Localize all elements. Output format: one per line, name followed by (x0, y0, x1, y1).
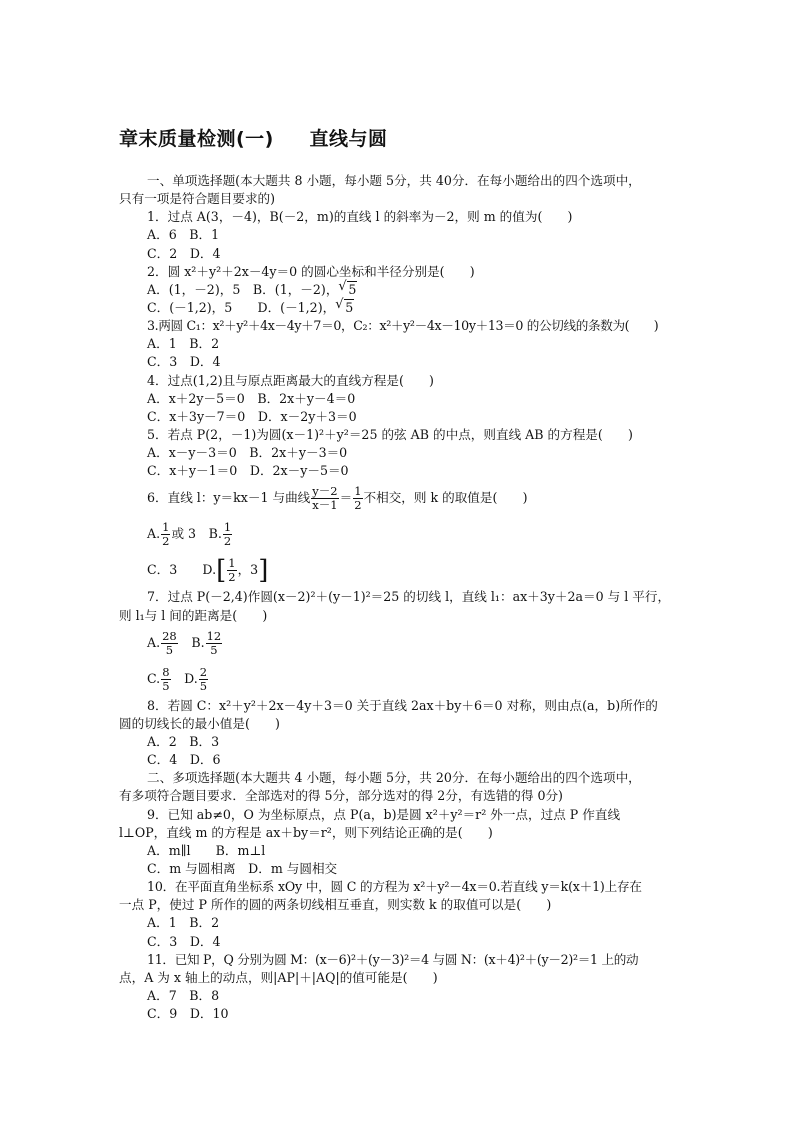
question-3-options-cd: C．3 D．4 (147, 354, 221, 370)
numerator: 8 (162, 664, 170, 679)
question-9-options-ab: A．m∥l B．m⊥l (147, 842, 266, 858)
question-1-stem: 1．过点 A(3，－4)，B(－2，m)的直线 l 的斜率为－2，则 m 的值为( ) (147, 209, 573, 225)
question-1-options-cd: C．2 D．4 (147, 245, 221, 261)
sqrt-symbol: √ 5 (335, 296, 354, 315)
question-2-stem: 2．圆 x²＋y²＋2x－4y＝0 的圆心坐标和半径分别是( ) (147, 263, 475, 279)
question-4-options-cd: C．x＋3y－7＝0 D．x－2y＋3＝0 (147, 408, 357, 424)
question-9-stem-cont: l⊥OP，直线 m 的方程是 ax＋by＝r²，则下列结论正确的是( ) (119, 824, 493, 840)
question-11-stem: 11．已知 P，Q 分别为圆 M：(x－6)²＋(y－3)²＝4 与圆 N：(x＋4)²＋(y－2)²＝1 上的动 (147, 951, 639, 967)
fraction (199, 666, 208, 693)
option-cd-text: C．3 D. (147, 562, 217, 578)
question-10-stem: 10．在平面直角坐标系 xOy 中，圆 C 的方程为 x²＋y²－4x＝0.若直线 y＝k(x＋1)上存在 (147, 879, 642, 895)
page-title: 章末质量检测(一) 直线与圆 (119, 128, 388, 150)
radicand: 5 (345, 299, 354, 315)
question-10-options-cd: C．3 D．4 (147, 933, 221, 949)
question-7-stem-cont: 则 l₁与 l 间的距离是( ) (119, 607, 268, 623)
question-9-options-cd: C．m 与圆相离 D．m 与圆相交 (147, 860, 338, 876)
option-a-label: A. (147, 634, 161, 650)
denominator: 2 (162, 534, 170, 549)
fraction (206, 630, 223, 657)
question-8-options-ab: A．2 B．3 (147, 733, 220, 749)
denominator: 5 (162, 678, 170, 693)
option-a-rest: 或 3 B. (171, 526, 222, 542)
question-3-stem: 3.两圆 C₁：x²＋y²＋4x－4y＋7＝0，C₂：x²＋y²－4x－10y＋13＝0 的公切线的条数为( ) (147, 318, 659, 334)
sqrt-symbol: √ 5 (338, 278, 357, 297)
section-2-header: 二、多项选择题(本大题共 4 小题，每小题 5分，共 20分．在每小题给出的四个选项中， (147, 770, 641, 786)
question-3-options-ab: A．1 B．2 (147, 336, 220, 352)
numerator: 1 (354, 484, 362, 499)
question-2-options-cd-text: C．(－1,2)，5 D．(－1,2)， (147, 299, 336, 315)
denominator: 2 (354, 498, 362, 513)
section-1-header-cont: 只有一项是符合题目要求的) (119, 191, 276, 207)
question-10-options-ab: A．1 B．2 (147, 915, 220, 931)
question-2-options-ab (119, 278, 679, 299)
fraction (223, 521, 232, 548)
radicand: 5 (348, 281, 357, 297)
numerator: 1 (162, 520, 170, 535)
denominator: 5 (210, 642, 218, 657)
question-10-stem-cont: 一点 P，使过 P 所作的圆的两条切线相互垂直，则实数 k 的取值可以是( ) (119, 897, 552, 913)
question-5-options-ab: A．x－y－3＝0 B．2x＋y－3＝0 (147, 445, 348, 461)
denominator: 5 (199, 678, 208, 693)
fraction (161, 666, 170, 693)
numerator: 1 (228, 556, 236, 571)
fraction (161, 521, 170, 548)
numerator: 12 (206, 628, 222, 643)
question-4-options-ab: A．x＋2y－5＝0 B．2x＋y－4＝0 (147, 390, 356, 406)
question-8-stem-cont: 圆的切线长的最小值是( ) (119, 715, 280, 731)
question-6-stem-post: 不相交，则 k 的取值是( ) (363, 490, 528, 506)
fraction (227, 557, 236, 584)
question-11-stem-cont: 点，A 为 x 轴上的动点，则|AP|＋|AQ|的值可能是( ) (119, 969, 438, 985)
denominator: 5 (165, 642, 174, 657)
section-2-header-cont: 有多项符合题目要求．全部选对的得 5分，部分选对的得 2分，有选错的得 0分) (119, 788, 563, 804)
interval-end: ，3 (237, 562, 259, 578)
numerator: 2 (199, 664, 208, 679)
equals-sign: ＝ (339, 490, 353, 506)
section-1-header: 一、单项选择题(本大题共 8 小题，每小题 5分，共 40分．在每小题给出的四个选项中， (147, 173, 641, 188)
option-b-label: B. (178, 634, 205, 650)
numerator: 1 (223, 520, 232, 535)
fraction (161, 630, 178, 657)
denominator: 2 (228, 570, 236, 585)
numerator: y－2 (312, 484, 338, 499)
question-11-options-ab: A．7 B．8 (147, 987, 220, 1003)
question-7-stem: 7．过点 P(－2,4)作圆(x－2)²＋(y－1)²＝25 的切线 l，直线 l₁：ax＋3y＋2a＝0 与 l 平行， (147, 589, 671, 605)
question-5-options-cd: C．x＋y－1＝0 D．2x－y－5＝0 (147, 463, 349, 479)
question-6-stem (119, 480, 679, 516)
question-6-stem-pre: 6．直线 l：y＝kx－1 与曲线 (147, 490, 311, 506)
question-8-options-cd: C．4 D．6 (147, 752, 221, 768)
option-a-label: A. (147, 526, 161, 542)
question-8-stem: 8．若圆 C：x²＋y²＋2x－4y＋3＝0 关于直线 2ax＋by＋6＝0 对称，则由点(a，b)所作的 (147, 697, 658, 713)
fraction (353, 485, 362, 512)
right-bracket: ] (258, 555, 269, 586)
option-c-label: C. (147, 670, 161, 686)
question-2-options-cd (119, 296, 679, 317)
question-9-stem: 9．已知 ab≠0，O 为坐标原点，点 P(a，b)是圆 x²＋y²＝r² 外一点，过点 P 作直线 (147, 806, 621, 822)
question-5-stem: 5．若点 P(2，－1)为圆(x－1)²＋y²＝25 的弦 AB 的中点，则直线 AB 的方程是( ) (147, 426, 633, 442)
fraction (311, 485, 338, 512)
question-4-stem: 4．过点(1,2)且与原点距离最大的直线方程是( ) (147, 372, 434, 388)
question-7-options-cd (119, 661, 679, 697)
question-6-options-ab (119, 516, 679, 552)
question-11-options-cd: C．9 D．10 (147, 1006, 229, 1022)
question-6-options-cd (119, 552, 679, 588)
numerator: 28 (162, 628, 177, 643)
question-2-options-ab-text: A．(1，－2)，5 B．(1，－2)， (147, 281, 339, 297)
denominator: 2 (223, 534, 232, 549)
denominator: x－1 (312, 498, 338, 513)
question-7-options-ab (119, 625, 679, 661)
left-bracket: [ (216, 555, 227, 586)
option-d-label: D. (171, 670, 198, 686)
exam-content (119, 172, 679, 1023)
question-1-options-ab: A．6 B．1 (147, 227, 220, 243)
